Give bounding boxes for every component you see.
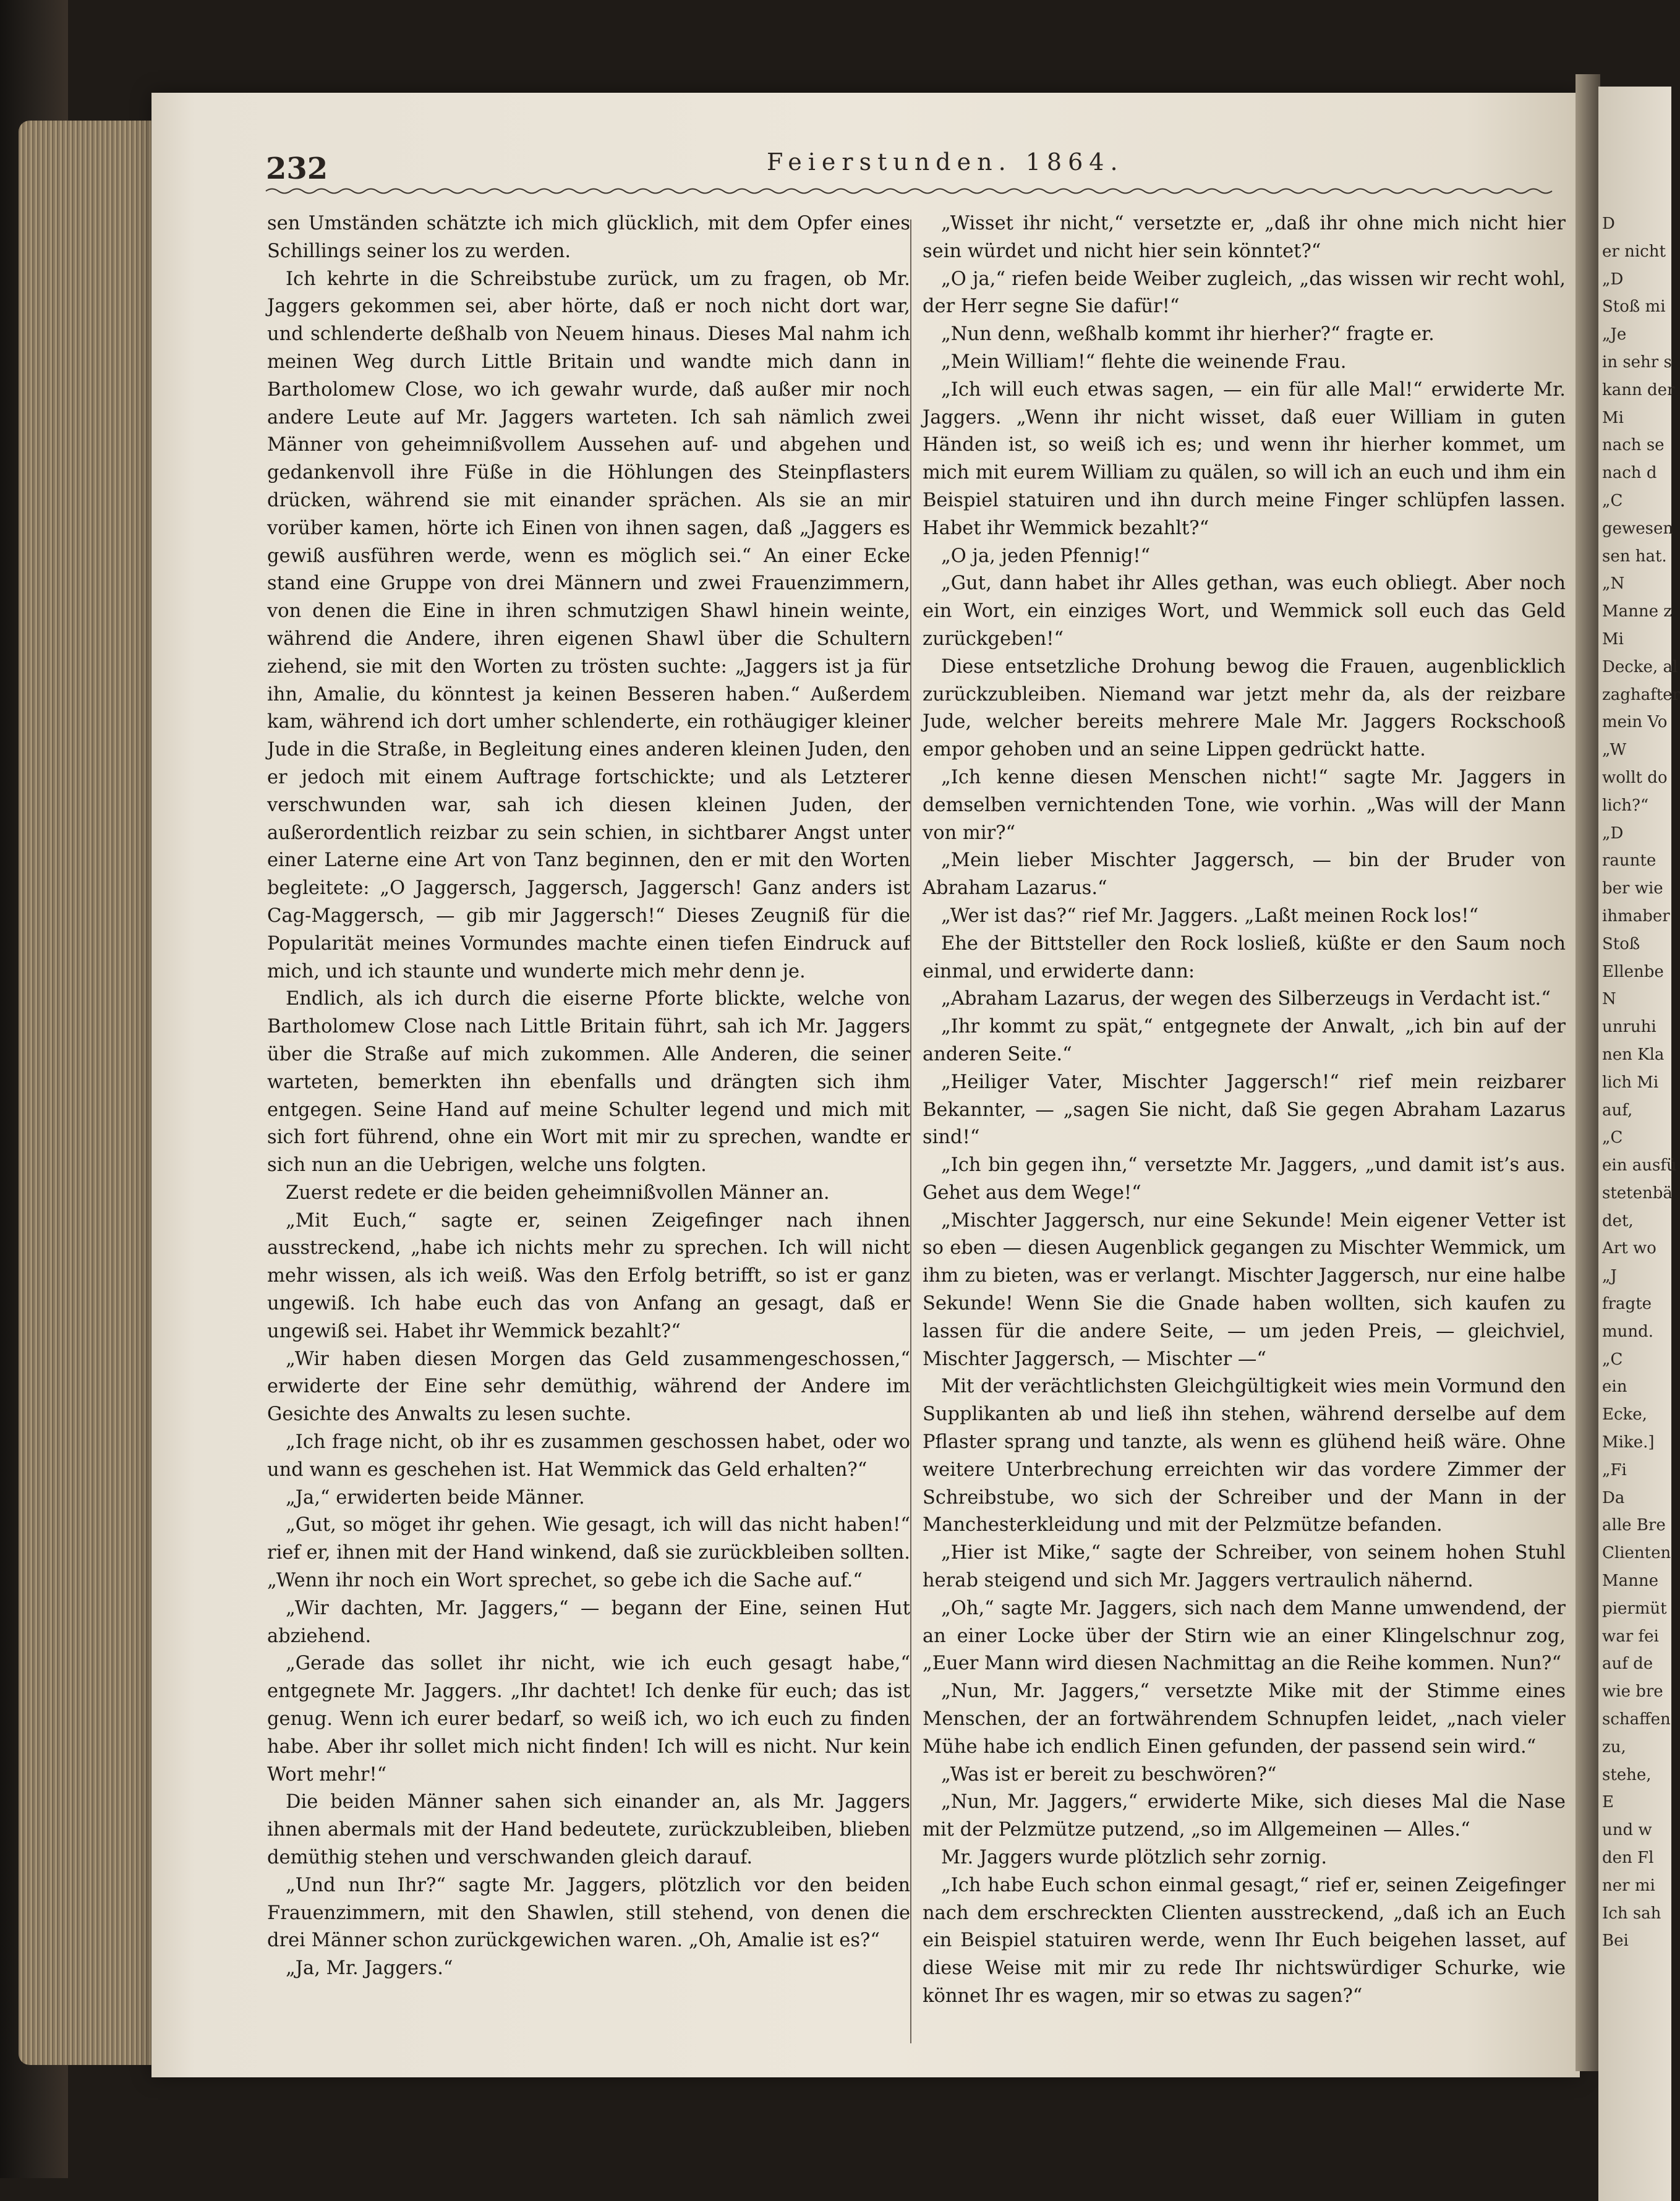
next-page-fragment: Clienten	[1602, 1544, 1671, 1563]
next-page-fragment: schaffen	[1602, 1710, 1671, 1729]
next-page-fragment: zu,	[1602, 1737, 1626, 1756]
paragraph: „Gerade das sollet ihr nicht, wie ich euch gesagt habe,“ entgegnete Mr. Jaggers. „Ihr dachtet! Ich denke für euch; das ist genug. Wenn ich eurer bedarf, so weiß ich, wo ich euch zu finden habe. Aber ihr sollet mich nicht finden! Ich will es nicht. Nur kein Wort mehr!“	[267, 1653, 910, 1786]
next-page-fragment: ihmaber	[1602, 906, 1670, 926]
paragraph: „Ich frage nicht, ob ihr es zusammen geschossen habet, oder wo und wann es geschehen ist. Hat Wemmick das Geld erhalten?“	[267, 1431, 910, 1481]
next-page-fragment: fragte	[1602, 1295, 1652, 1314]
paragraph: „Hier ist Mike,“ sagte der Schreiber, von seinem hohen Stuhl herab steigend und sich Mr. Jaggers vertraulich nähernd.	[923, 1542, 1566, 1592]
paragraph: Die beiden Männer sahen sich einander an, als Mr. Jaggers ihnen abermals mit der Hand bedeutete, zurückzubleiben, blieben demüthig stehen und verschwanden gleich darauf.	[267, 1791, 910, 1869]
paragraph: „Wer ist das?“ rief Mr. Jaggers. „Laßt meinen Rock los!“	[941, 905, 1479, 927]
next-page-fragment: mund.	[1602, 1322, 1654, 1341]
page-edges	[19, 121, 167, 2065]
next-page-fragment: stehe,	[1602, 1765, 1652, 1784]
next-page-fragment: det,	[1602, 1211, 1634, 1230]
next-page-fragment: sen hat.	[1602, 547, 1667, 566]
next-page-fragment: raunte	[1602, 851, 1657, 871]
paragraph: „Ich bin gegen ihn,“ versetzte Mr. Jaggers, „und damit ist’s aus. Gehet aus dem Wege!“	[923, 1154, 1566, 1204]
next-page-fragment: „D	[1602, 270, 1624, 289]
next-page-fragment: ber wie	[1602, 879, 1663, 898]
paragraph: „O ja, jeden Pfennig!“	[941, 545, 1151, 567]
header-rule	[266, 185, 1552, 197]
next-page-fragment: mein Vo	[1602, 713, 1668, 732]
paragraph: Ich kehrte in die Schreibstube zurück, um zu fragen, ob Mr. Jaggers gekommen sei, aber hörte, daß er noch nicht dort war, und schlenderte deßhalb von Neuem hinaus. Dieses Mal nahm ich meinen Weg durch Little Britain und wandte mich dann in Bartholomew Close, wo ich gewahr wurde, daß außer mir noch andere Leute auf Mr. Jaggers warteten. Ich sah nämlich zwei Männer von geheimnißvollem Aussehen auf- und abgehen und gedankenvoll ihre Füße in die Höhlungen des Steinpflasters drücken, während sie mit einander sprächen. Als sie an mir vorüber kamen, hörte ich Einen von ihnen sagen, daß „Jaggers es gewiß ausführen werde, wenn es möglich sei.“ An einer Ecke stand eine Gruppe von drei Männern und zwei Frauenzimmern, von denen die Eine in ihren schmutzigen Shawl hinein weinte, während die Andere, ihren eigenen Shawl über die Schultern ziehend, sie mit den Worten zu trösten suchte: „Jaggers ist ja für ihn, Amalie, du könntest ja keinen Besseren haben.“ Außerdem kam, während ich dort umher schlenderte, ein rothäugiger kleiner Jude in die Straße, in Begleitung eines anderen kleinen Juden, den er jedoch mit einem Auftrage fortschickte; und als Letzterer verschwunden war, sah ich diesen kleinen Juden, der außerordentlich reizbar zu sein schien, in sichtbarer Angst unter einer Laterne eine Art von Tanz beginnen, den er mit den Worten begleitete: „O Jaggersch, Jaggersch, Jaggersch! Ganz anders ist Cag-Maggersch, — gib mir Jaggersch!“ Dieses Zeugniß für die Popularität meines Vormundes machte einen tiefen Eindruck auf mich, und ich staunte und wunderte mich mehr denn je.	[267, 268, 910, 982]
next-page-fragment: Ich sah	[1602, 1904, 1661, 1923]
paragraph: „Ich kenne diesen Menschen nicht!“ sagte Mr. Jaggers in demselben vernichtenden Tone, wie vorhin. „Was will der Mann von mir?“	[923, 766, 1566, 844]
next-page-fragment: Art wo	[1602, 1239, 1657, 1258]
next-page-fragment: lich Mi	[1602, 1073, 1659, 1092]
paragraph: Mit der verächtlichsten Gleichgültigkeit wies mein Vormund den Supplikanten ab und ließ ihn stehen, während derselbe auf dem Pflaster sprang und tanzte, als wenn es glühend heiß wäre. Ohne weitere Unterbrechung erreichten wir das vordere Zimmer der Schreibstube, wo sich der Schreiber und der Mann in der Manchesterkleidung und mit der Pelzmütze befanden.	[923, 1376, 1566, 1536]
next-page-fragment: „W	[1602, 741, 1627, 760]
paragraph: „Was ist er bereit zu beschwören?“	[941, 1763, 1277, 1786]
next-page-fragment: „Je	[1602, 325, 1627, 344]
next-page-fragment: Ecke,	[1602, 1405, 1647, 1424]
right-text-column	[923, 210, 1566, 2011]
next-page-fragment: Da	[1602, 1488, 1625, 1507]
paragraph: „Oh,“ sagte Mr. Jaggers, sich nach dem Manne umwendend, der an einer Locke über der Stirn wie an einer Klingelschnur zog, „Euer Mann wird diesen Nachmittag an die Reihe kommen. Nun?“	[923, 1597, 1566, 1675]
next-page-fragment: „C	[1602, 1128, 1623, 1147]
next-page-fragment: Mi	[1602, 629, 1624, 649]
paragraph: „Ich habe Euch schon einmal gesagt,“ rief er, seinen Zeigefinger nach dem erschreckten Clienten ausstreckend, „daß ich an Euch ein Beispiel statuiren werde, wenn Ihr Euch beigehen lasset, auf diese Weise mit mir zu rede Ihr nichtswürdiger Schurke, wie könnet Ihr es wagen, mir so etwas zu sagen?“	[923, 1874, 1566, 2007]
paragraph: „Ja,“ erwiderten beide Männer.	[286, 1486, 585, 1509]
paragraph: „Gut, so möget ihr gehen. Wie gesagt, ich will das nicht haben!“ rief er, ihnen mit der Hand winkend, daß sie zurückbleiben sollten. „Wenn ihr noch ein Wort sprechet, so gebe ich die Sache auf.“	[267, 1514, 910, 1592]
next-page-fragment: Stoß	[1602, 934, 1640, 953]
next-page-fragment: Manne	[1602, 1572, 1658, 1591]
paragraph: „Abraham Lazarus, der wegen des Silberzeugs in Verdacht ist.“	[941, 988, 1551, 1010]
paragraph: „Wir dachten, Mr. Jaggers,“ — begann der Eine, seinen Hut abziehend.	[267, 1597, 910, 1647]
next-page-fragment: wie bre	[1602, 1682, 1663, 1701]
next-page-fragment: nen Kla	[1602, 1045, 1665, 1064]
next-page-fragment: er nicht	[1602, 242, 1666, 261]
next-page-fragment: „C	[1602, 1350, 1623, 1369]
paragraph: „Ich will euch etwas sagen, — ein für alle Mal!“ erwiderte Mr. Jaggers. „Wenn ihr nicht wisset, daß euer William in guten Händen ist, so weiß ich es; und wenn ihr hierher kommet, um mich mit eurem William zu quälen, so will ich an euch und ihm ein Beispiel statuiren und ihn durch meine Finger schlüpfen lassen. Habet ihr Wemmick bezahlt?“	[923, 378, 1566, 539]
paragraph: „Und nun Ihr?“ sagte Mr. Jaggers, plötzlich vor den beiden Frauenzimmern, mit den Shawlen, still stehend, von denen die drei Männer schon zurückgewichen waren. „Oh, Amalie ist es?“	[267, 1874, 910, 1952]
next-page-fragment: in sehr s	[1602, 352, 1672, 372]
next-page-fragment: ner mi	[1602, 1876, 1655, 1895]
next-page-fragment: Mike.]	[1602, 1433, 1655, 1452]
paragraph: „O ja,“ riefen beide Weiber zugleich, „das wissen wir recht wohl, der Herr segne Sie dafür!“	[923, 268, 1566, 318]
next-page-fragment: Ellenbe	[1602, 962, 1664, 981]
paragraph: Diese entsetzliche Drohung bewog die Frauen, augenblicklich zurückzubleiben. Niemand war jetzt mehr da, als der reizbare Jude, welcher bereits mehrere Male Mr. Jaggers Rockschooß empor gehoben und an seine Lippen gedrückt hatte.	[923, 655, 1566, 761]
paragraph: „Ja, Mr. Jaggers.“	[286, 1957, 453, 1980]
paragraph: „Nun denn, weßhalb kommt ihr hierher?“ fragte er.	[941, 323, 1435, 346]
paragraph: Zuerst redete er die beiden geheimnißvollen Männer an.	[286, 1181, 830, 1204]
next-page-fragment: „J	[1602, 1267, 1617, 1286]
next-page-fragment: N	[1602, 990, 1616, 1009]
next-page-fragment: auf de	[1602, 1654, 1653, 1674]
next-page-fragment: D	[1602, 215, 1615, 233]
next-page-fragment: „D	[1602, 824, 1624, 843]
running-title: Feierstunden. 1864.	[767, 148, 1124, 176]
next-page-fragment: unruhi	[1602, 1018, 1657, 1037]
next-page-fragment: alle Bre	[1602, 1516, 1666, 1535]
next-page-fragment: gewesen	[1602, 519, 1674, 538]
next-page-fragment: war fei	[1602, 1627, 1659, 1646]
next-page-fragment: lich?“	[1602, 796, 1649, 815]
paragraph: „Mein William!“ flehte die weinende Frau.	[941, 351, 1347, 373]
next-page-fragment: E	[1602, 1793, 1614, 1812]
next-page-fragment: Stoß mi	[1602, 297, 1666, 317]
next-page-fragment: ein ausfü	[1602, 1156, 1677, 1175]
paragraph: „Mischter Jaggersch, nur eine Sekunde! Mein eigener Vetter ist so eben — diesen Augenblick gegangen zu Mischter Wemmick, um ihm zu bieten, was er verlangt. Mischter Jaggersch, nur eine halbe Sekunde! Wenn Sie die Gnade haben wollten, sich kaufen zu lassen für die andere Seite, — um jeden Preis, — gleichviel, Mischter Jaggersch, — Mischter —“	[923, 1209, 1566, 1370]
next-page-fragment: ein	[1602, 1377, 1627, 1397]
next-page-fragment: auf,	[1602, 1100, 1633, 1120]
column-divider	[910, 219, 911, 2043]
next-page-fragment: stetenbä	[1602, 1183, 1673, 1203]
paragraph: Ehe der Bittsteller den Rock losließ, küßte er den Saum noch einmal, und erwiderte dann:	[923, 932, 1566, 982]
next-page-fragment: zaghafter	[1602, 685, 1680, 704]
next-page-fragment: kann der	[1602, 380, 1675, 399]
next-page-fragment: und w	[1602, 1821, 1652, 1840]
next-page-fragment: „N	[1602, 574, 1625, 594]
next-page-fragment: wollt do	[1602, 768, 1668, 787]
paragraph: Endlich, als ich durch die eiserne Pforte blickte, welche von Bartholomew Close nach Little Britain führt, sah ich Mr. Jaggers über die Straße auf mich zukommen. Alle Anderen, die seiner warteten, bemerkten ihn ebenfalls und drängten sich ihm entgegen. Seine Hand auf meine Schulter legend und mich mit sich fort führend, ohne ein Wort mit mir zu sprechen, wandte er sich nun an die Uebrigen, welche uns folgten.	[267, 988, 910, 1177]
paragraph: „Mit Euch,“ sagte er, seinen Zeigefinger nach ihnen ausstreckend, „habe ich nichts mehr zu sprechen. Ich will nicht mehr wissen, als ich weiß. Was den Erfolg betrifft, so ist er ganz ungewiß. Ich habe euch das von Anfang an gesagt, daß er ungewiß sei. Habet ihr Wemmick bezahlt?“	[267, 1209, 910, 1342]
paragraph: Mr. Jaggers wurde plötzlich sehr zornig.	[941, 1847, 1328, 1869]
paragraph: „Nun, Mr. Jaggers,“ versetzte Mike mit der Stimme eines Menschen, der an fortwährendem Schnupfen leidet, „nach vieler Mühe habe ich endlich Einen gefunden, der passend sein wird.“	[923, 1680, 1566, 1758]
next-page-fragment: Decke, al	[1602, 657, 1678, 676]
paragraph: „Nun, Mr. Jaggers,“ erwiderte Mike, sich dieses Mal die Nase mit der Pelzmütze putzend, „so im Allgemeinen — Alles.“	[923, 1791, 1566, 1841]
next-page-fragment: „C	[1602, 491, 1623, 510]
next-page-fragment: Mi	[1602, 408, 1624, 427]
paragraph: „Wisset ihr nicht,“ versetzte er, „daß ihr ohne mich nicht hier sein würdet und nicht hier sein könntet?“	[923, 213, 1566, 262]
paragraph: „Wir haben diesen Morgen das Geld zusammengeschossen,“ erwiderte der Eine sehr demüthig, während der Andere im Gesichte des Anwalts zu lesen suchte.	[267, 1348, 910, 1426]
paragraph: „Gut, dann habet ihr Alles gethan, was euch obliegt. Aber noch ein Wort, ein einziges Wort, und Wemmick soll euch das Geld zurückgeben!“	[923, 573, 1566, 650]
next-page-fragment: piermüt	[1602, 1599, 1667, 1618]
next-page-fragment: nach se	[1602, 436, 1665, 455]
next-page-fragment: den Fl	[1602, 1849, 1654, 1868]
paragraph: „Ihr kommt zu spät,“ entgegnete der Anwalt, „ich bin auf der anderen Seite.“	[923, 1016, 1566, 1065]
next-page-fragment: „Fi	[1602, 1460, 1627, 1479]
next-page-fragment: Bei	[1602, 1931, 1629, 1951]
next-page-fragment: Manne z	[1602, 602, 1672, 621]
left-text-column	[267, 210, 910, 1983]
next-page-edge	[1598, 87, 1680, 2201]
page-number: 232	[266, 151, 328, 186]
next-page-fragment: nach d	[1602, 464, 1657, 483]
paragraph: sen Umständen schätzte ich mich glücklich, mit dem Opfer eines Schillings seiner los zu werden.	[267, 213, 910, 262]
paragraph: „Heiliger Vater, Mischter Jaggersch!“ rief mein reizbarer Bekannter, — „sagen Sie nicht, daß Sie gegen Abraham Lazarus sind!“	[923, 1071, 1566, 1149]
paragraph: „Mein lieber Mischter Jaggersch, — bin der Bruder von Abraham Lazarus.“	[923, 849, 1566, 900]
book-gutter	[1576, 74, 1600, 2071]
